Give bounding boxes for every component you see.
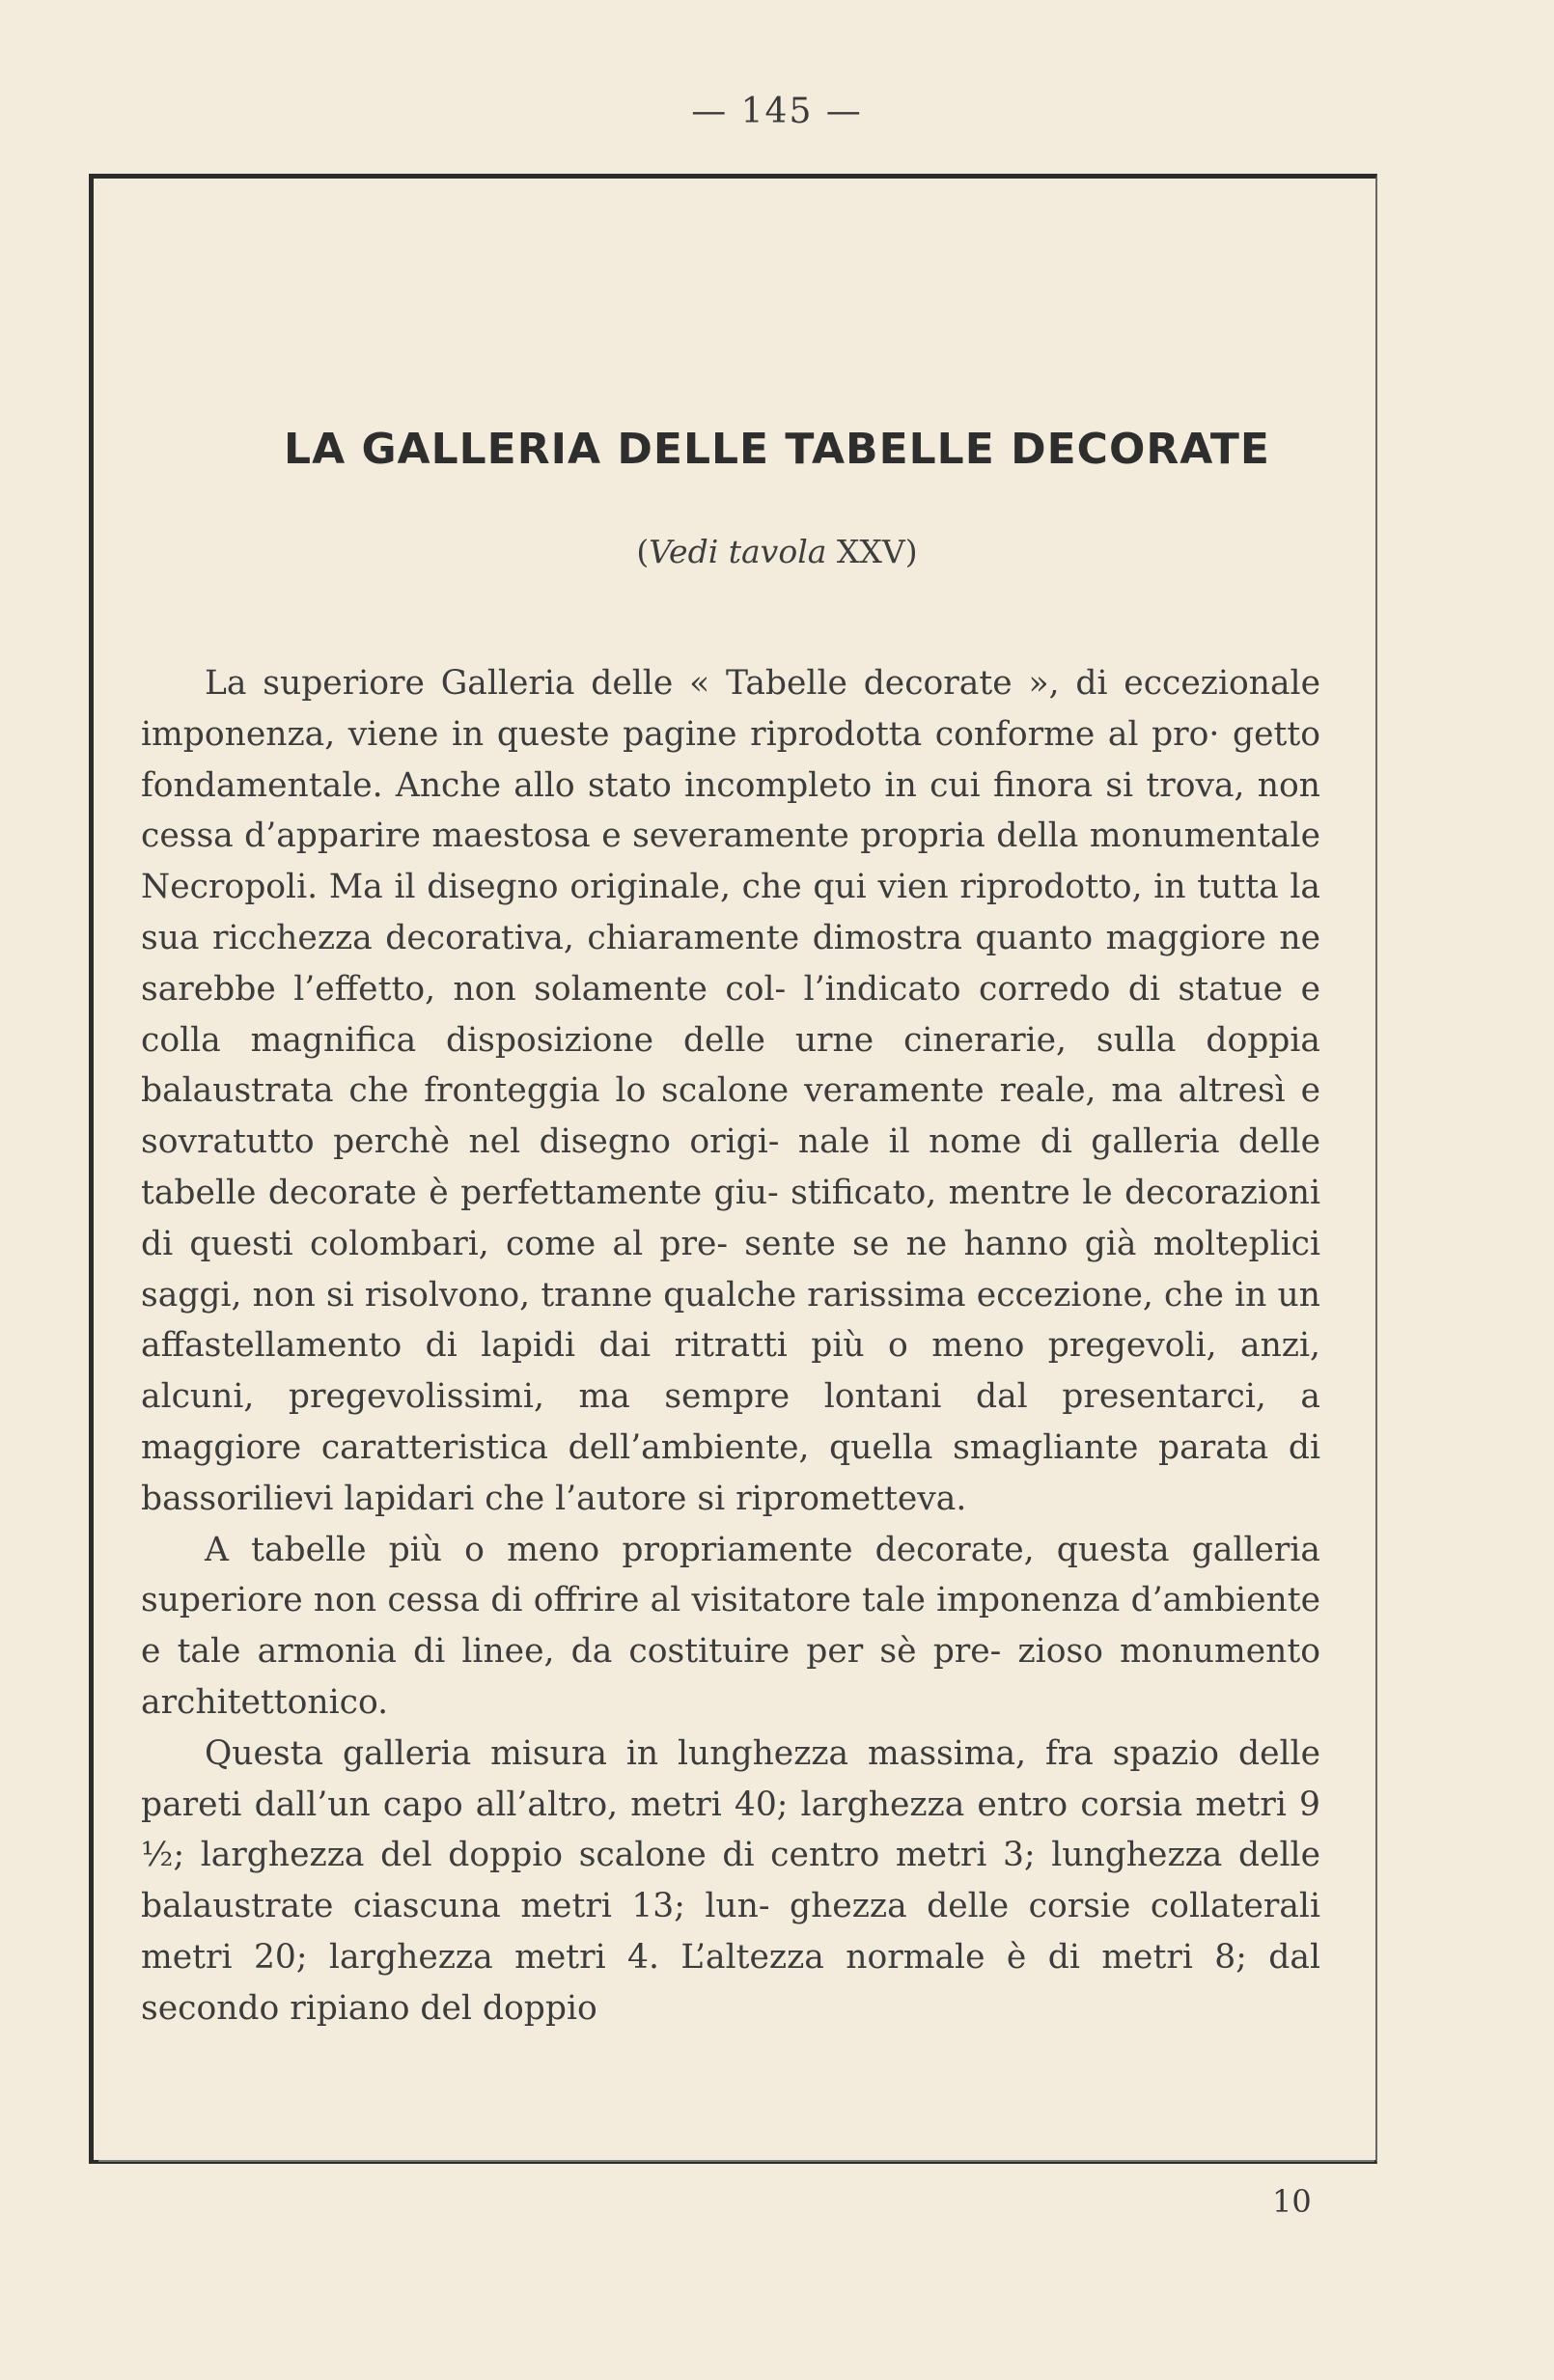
article-subtitle [0, 533, 1554, 570]
page-number: — 145 — [691, 92, 863, 131]
frame-bottom-rule [98, 2160, 1374, 2162]
article-title: LA GALLERIA DELLE TABELLE DECORATE [284, 425, 1270, 474]
subtitle-open-paren: ( [636, 533, 650, 570]
article-body [141, 658, 1320, 2034]
subtitle-rest: XXV) [826, 533, 918, 570]
signature-mark: 10 [1272, 2183, 1312, 2220]
subtitle-italic: Vedi tavola [649, 533, 827, 570]
paragraph-1: La superiore Galleria delle « Tabelle decorate », di eccezionale imponenza, viene in queste pagine riprodotta conforme al pro· getto fondamentale. Anche allo stato incompleto in cui finora si trova, non cessa d’apparire maestosa e severamente propria della monumentale Necropoli. Ma il disegno originale, che qui vien riprodotto, in tutta la sua ricchezza decorativa, chiaramente dimostra quanto maggiore ne sarebbe l’effetto, non solamente col- l’indicato corredo di statue e colla magnifica disposizione delle urne cinerarie, sulla doppia balaustrata che fronteggia lo scalone veramente reale, ma altresì e sovratutto perchè nel disegno origi- nale il nome di galleria delle tabelle decorate è perfettamente giu- stificato, mentre le decorazioni di questi colombari, come al pre- sente se ne hanno già molteplici saggi, non si risolvono, tranne qualche rarissima eccezione, che in un affastellamento di lapidi dai ritratti più o meno pregevoli, anzi, alcuni, pregevolissimi, ma sempre lontani dal presentarci, a maggiore caratteristica dell’ambiente, quella smagliante parata di bassorilievi lapidari che l’autore si riprometteva. [141, 664, 1320, 1518]
paragraph-2: A tabelle più o meno propriamente decorate, questa galleria superiore non cessa di offrire al visitatore tale imponenza d’ambiente e tale armonia di linee, da costituire per sè pre- zioso monumento architettonico. [141, 1530, 1320, 1722]
paragraph-3: Questa galleria misura in lunghezza massima, fra spazio delle pareti dall’un capo all’altro, metri 40; larghezza entro corsia metri 9 ½; larghezza del doppio scalone di centro metri 3; lunghezza delle balaustrate ciascuna metri 13; lun- ghezza delle corsie collaterali metri 20; larghezza metri 4. L’altezza normale è di metri 8; dal secondo ripiano del doppio [141, 1733, 1320, 2028]
